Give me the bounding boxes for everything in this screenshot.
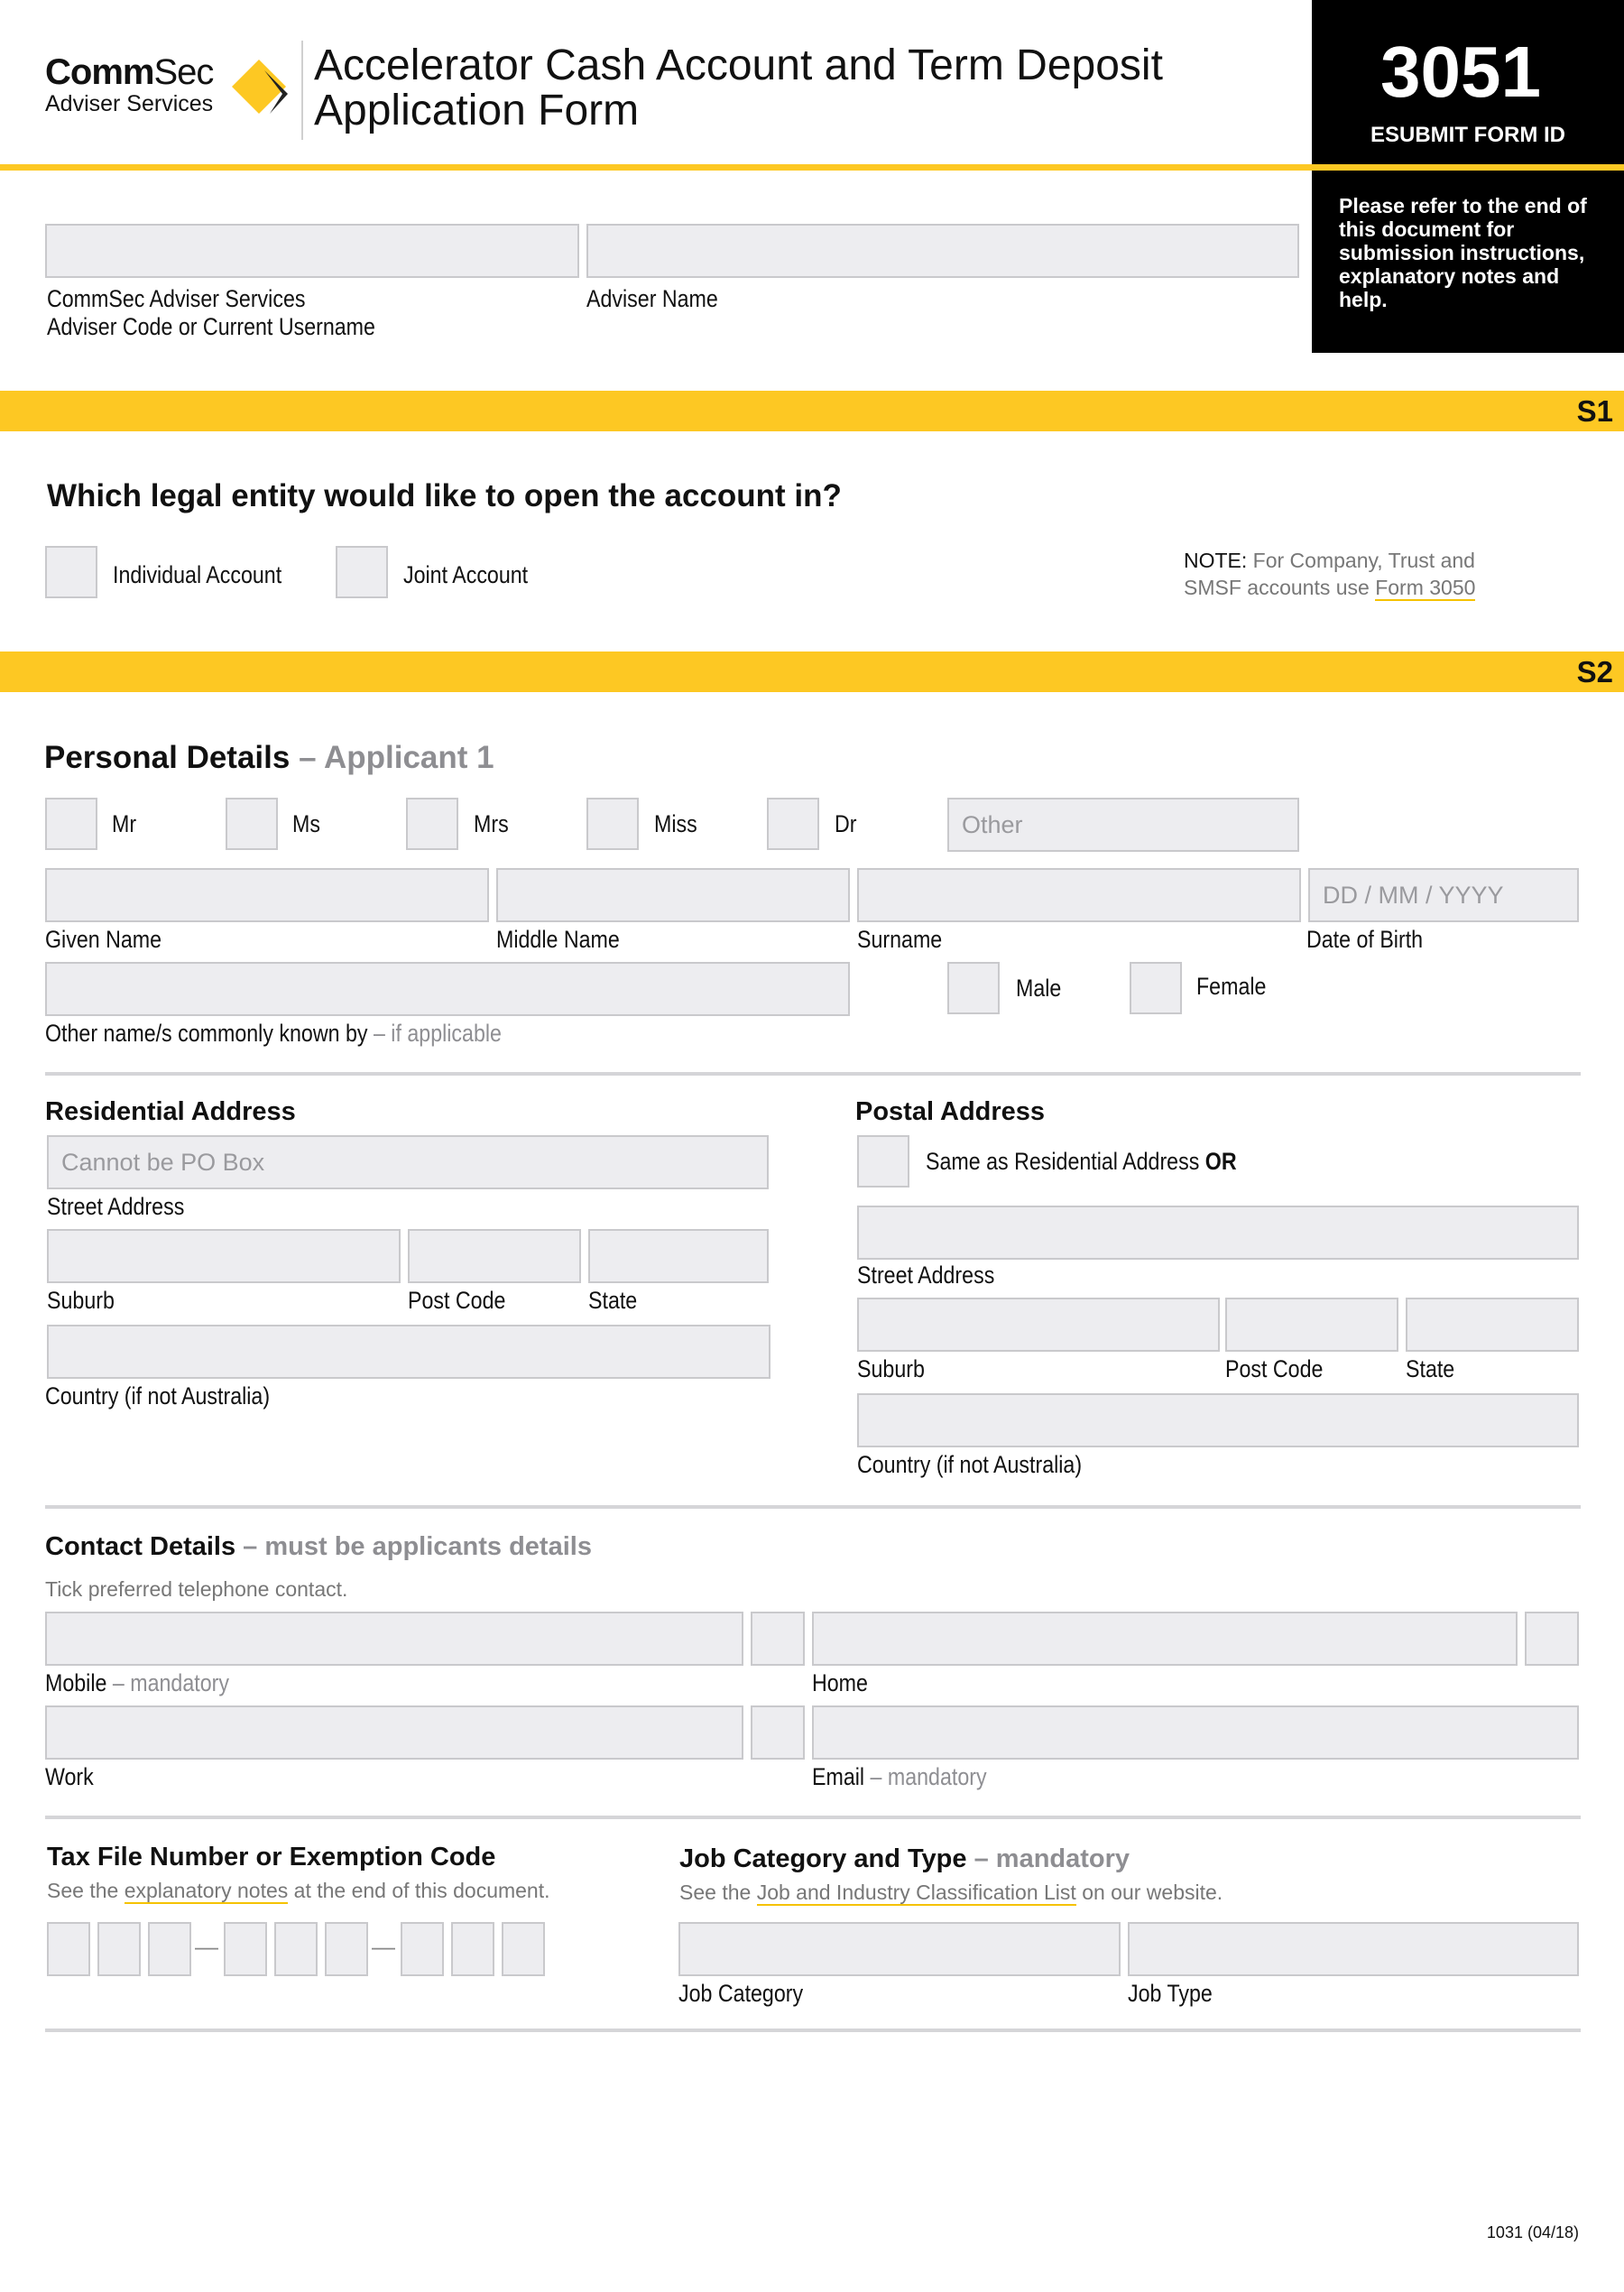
work-input[interactable] [45,1705,743,1760]
same-as-residential-label [926,1148,1237,1176]
home-preferred-checkbox[interactable] [1525,1612,1579,1666]
surname-label: Surname [857,926,943,953]
email-mandatory: – mandatory [870,1763,987,1790]
title-mr-label: Mr [112,810,137,837]
email-label [812,1763,987,1791]
divider-contact [45,1816,1581,1819]
joint-account-label: Joint Account [403,561,529,588]
mobile-label [45,1669,229,1697]
job-category-heading [679,1844,1130,1874]
help-note: Please refer to the end of this document for submission instructions, explanatory notes and help. [1339,194,1587,311]
email-input[interactable] [812,1705,1579,1760]
commsec-logo [45,52,213,117]
help-note-box [1312,171,1624,353]
residential-suburb-input[interactable] [47,1229,401,1283]
title-dr-checkbox[interactable] [767,798,819,850]
applicant-label: – Applicant 1 [299,740,494,775]
section-band-s2 [0,652,1624,692]
male-label: Male [1016,975,1062,1002]
adviser-code-label [47,285,375,341]
date-of-birth-label: Date of Birth [1306,926,1424,953]
personal-details-heading [44,740,494,776]
job-category-note [679,1881,1223,1905]
work-preferred-checkbox[interactable] [751,1705,805,1760]
adviser-code-label-line1: CommSec Adviser Services [47,285,306,312]
residential-address-heading: Residential Address [45,1097,296,1126]
same-as-residential-checkbox[interactable] [857,1135,909,1188]
job-type-label: Job Type [1128,1980,1213,2007]
other-names-suffix: – if applicable [373,1020,502,1047]
postal-country-input[interactable] [857,1393,1579,1447]
other-names-label [45,1020,502,1048]
title-other-input[interactable]: Other [947,798,1299,852]
divider-job [45,2029,1581,2032]
postal-state-label: State [1406,1355,1455,1382]
middle-name-input[interactable] [496,868,850,922]
form-3050-link[interactable]: Form 3050 [1375,576,1476,599]
given-name-label: Given Name [45,926,162,953]
postal-street-input[interactable] [857,1206,1579,1260]
tfn-digit-8[interactable] [451,1922,494,1976]
residential-postcode-label: Post Code [408,1287,506,1314]
tfn-digit-3[interactable] [148,1922,191,1976]
job-note-a: See the [679,1881,757,1904]
tax-note-b: at the end of this document. [288,1879,550,1902]
home-input[interactable] [812,1612,1518,1666]
job-note-b: on our website. [1075,1881,1223,1904]
contact-details-suffix: – must be applicants details [243,1532,592,1561]
title-mr-checkbox[interactable] [45,798,97,850]
form-id-label: ESUBMIT FORM ID [1370,123,1565,147]
work-label: Work [45,1763,94,1790]
entity-note [1184,547,1475,601]
tfn-digit-4[interactable] [224,1922,267,1976]
section-band-s1 [0,391,1624,431]
adviser-name-label: Adviser Name [586,285,718,312]
residential-street-input[interactable]: Cannot be PO Box [47,1135,769,1189]
tfn-digit-6[interactable] [325,1922,368,1976]
tfn-digit-1[interactable] [47,1922,90,1976]
joint-account-checkbox[interactable] [336,546,388,598]
job-category-label: Job Category [678,1980,804,2007]
date-of-birth-input[interactable]: DD / MM / YYYY [1308,868,1579,922]
postal-postcode-label: Post Code [1225,1355,1324,1382]
entity-note-line2: SMSF accounts use [1184,576,1376,599]
email-label-text: Email [812,1763,865,1790]
entity-note-line1: For Company, Trust and [1252,549,1475,572]
tfn-digit-7[interactable] [401,1922,444,1976]
brand-name-bold: Comm [45,52,154,92]
title-mrs-label: Mrs [474,810,509,837]
personal-details-title: Personal Details [44,740,291,775]
home-label: Home [812,1669,868,1696]
adviser-code-input[interactable] [45,224,579,278]
form-title-line2: Application Form [314,87,640,134]
mobile-input[interactable] [45,1612,743,1666]
other-names-label-text: Other name/s commonly known by [45,1020,368,1047]
header-divider [301,41,303,140]
contact-instruction: Tick preferred telephone contact. [45,1577,348,1601]
entity-note-prefix: NOTE: [1184,549,1248,572]
surname-input[interactable] [857,868,1301,922]
mobile-label-text: Mobile [45,1669,107,1696]
title-ms-label: Ms [292,810,320,837]
postal-suburb-input[interactable] [857,1298,1220,1352]
tax-file-number-heading: Tax File Number or Exemption Code [47,1843,496,1871]
male-checkbox[interactable] [947,962,1000,1014]
given-name-input[interactable] [45,868,489,922]
individual-account-checkbox[interactable] [45,546,97,598]
postal-postcode-input[interactable] [1225,1298,1398,1352]
same-as-or: OR [1204,1148,1237,1175]
tfn-separator-2: — [372,1933,395,1960]
title-mrs-checkbox[interactable] [406,798,458,850]
job-category-input[interactable] [678,1922,1121,1976]
postal-state-input[interactable] [1406,1298,1579,1352]
middle-name-label: Middle Name [496,926,620,953]
female-checkbox[interactable] [1130,962,1182,1014]
job-classification-link[interactable]: Job and Industry Classification List [756,1881,1076,1904]
section-tag-s1: S1 [1576,394,1613,428]
postal-street-label: Street Address [857,1262,995,1289]
tfn-digit-5[interactable] [274,1922,318,1976]
job-category-title: Job Category and Type [679,1844,967,1873]
female-label: Female [1196,973,1267,1000]
divider-personal [45,1072,1581,1076]
mobile-mandatory: – mandatory [112,1669,229,1696]
header-yellow-rule [0,164,1624,171]
individual-account-label: Individual Account [113,561,282,588]
mobile-preferred-checkbox[interactable] [751,1612,805,1666]
postal-country-label: Country (if not Australia) [857,1451,1083,1478]
form-title-line1: Accelerator Cash Account and Term Deposit [314,42,1163,89]
postal-suburb-label: Suburb [857,1355,925,1382]
brand-tagline: Adviser Services [45,91,214,116]
residential-country-label: Country (if not Australia) [45,1382,271,1409]
tfn-digit-2[interactable] [97,1922,141,1976]
tax-file-number-note [47,1879,550,1903]
postal-address-heading: Postal Address [855,1097,1046,1126]
form-version-code: 1031 (04/18) [1486,2223,1579,2241]
form-title [314,43,1163,134]
adviser-name-input[interactable] [586,224,1299,278]
same-as-residential-text: Same as Residential Address [926,1148,1205,1175]
residential-postcode-input[interactable] [408,1229,581,1283]
residential-state-input[interactable] [588,1229,769,1283]
other-names-input[interactable] [45,962,850,1016]
residential-street-label: Street Address [47,1193,185,1220]
contact-details-heading [45,1532,592,1562]
tfn-digit-9[interactable] [502,1922,545,1976]
form-id-number: 3051 [1380,32,1541,112]
brand-name-regular: Sec [153,52,214,92]
form-id-box [1312,0,1624,164]
job-category-mandatory: – mandatory [973,1844,1130,1873]
title-miss-checkbox[interactable] [586,798,639,850]
diamond-logo-icon [230,56,293,119]
residential-suburb-label: Suburb [47,1287,115,1314]
tax-note-a: See the [47,1879,125,1902]
job-type-input[interactable] [1128,1922,1579,1976]
divider-address [45,1505,1581,1509]
entity-question: Which legal entity would like to open the account in? [47,478,842,513]
adviser-code-label-line2: Adviser Code or Current Username [47,313,375,340]
explanatory-notes-link[interactable]: explanatory notes [124,1879,289,1902]
title-ms-checkbox[interactable] [226,798,278,850]
contact-details-title: Contact Details [45,1532,236,1561]
residential-state-label: State [588,1287,638,1314]
title-dr-label: Dr [835,810,857,837]
title-miss-label: Miss [654,810,697,837]
section-tag-s2: S2 [1576,655,1613,689]
residential-country-input[interactable] [47,1325,770,1379]
tfn-separator-1: — [195,1933,218,1960]
